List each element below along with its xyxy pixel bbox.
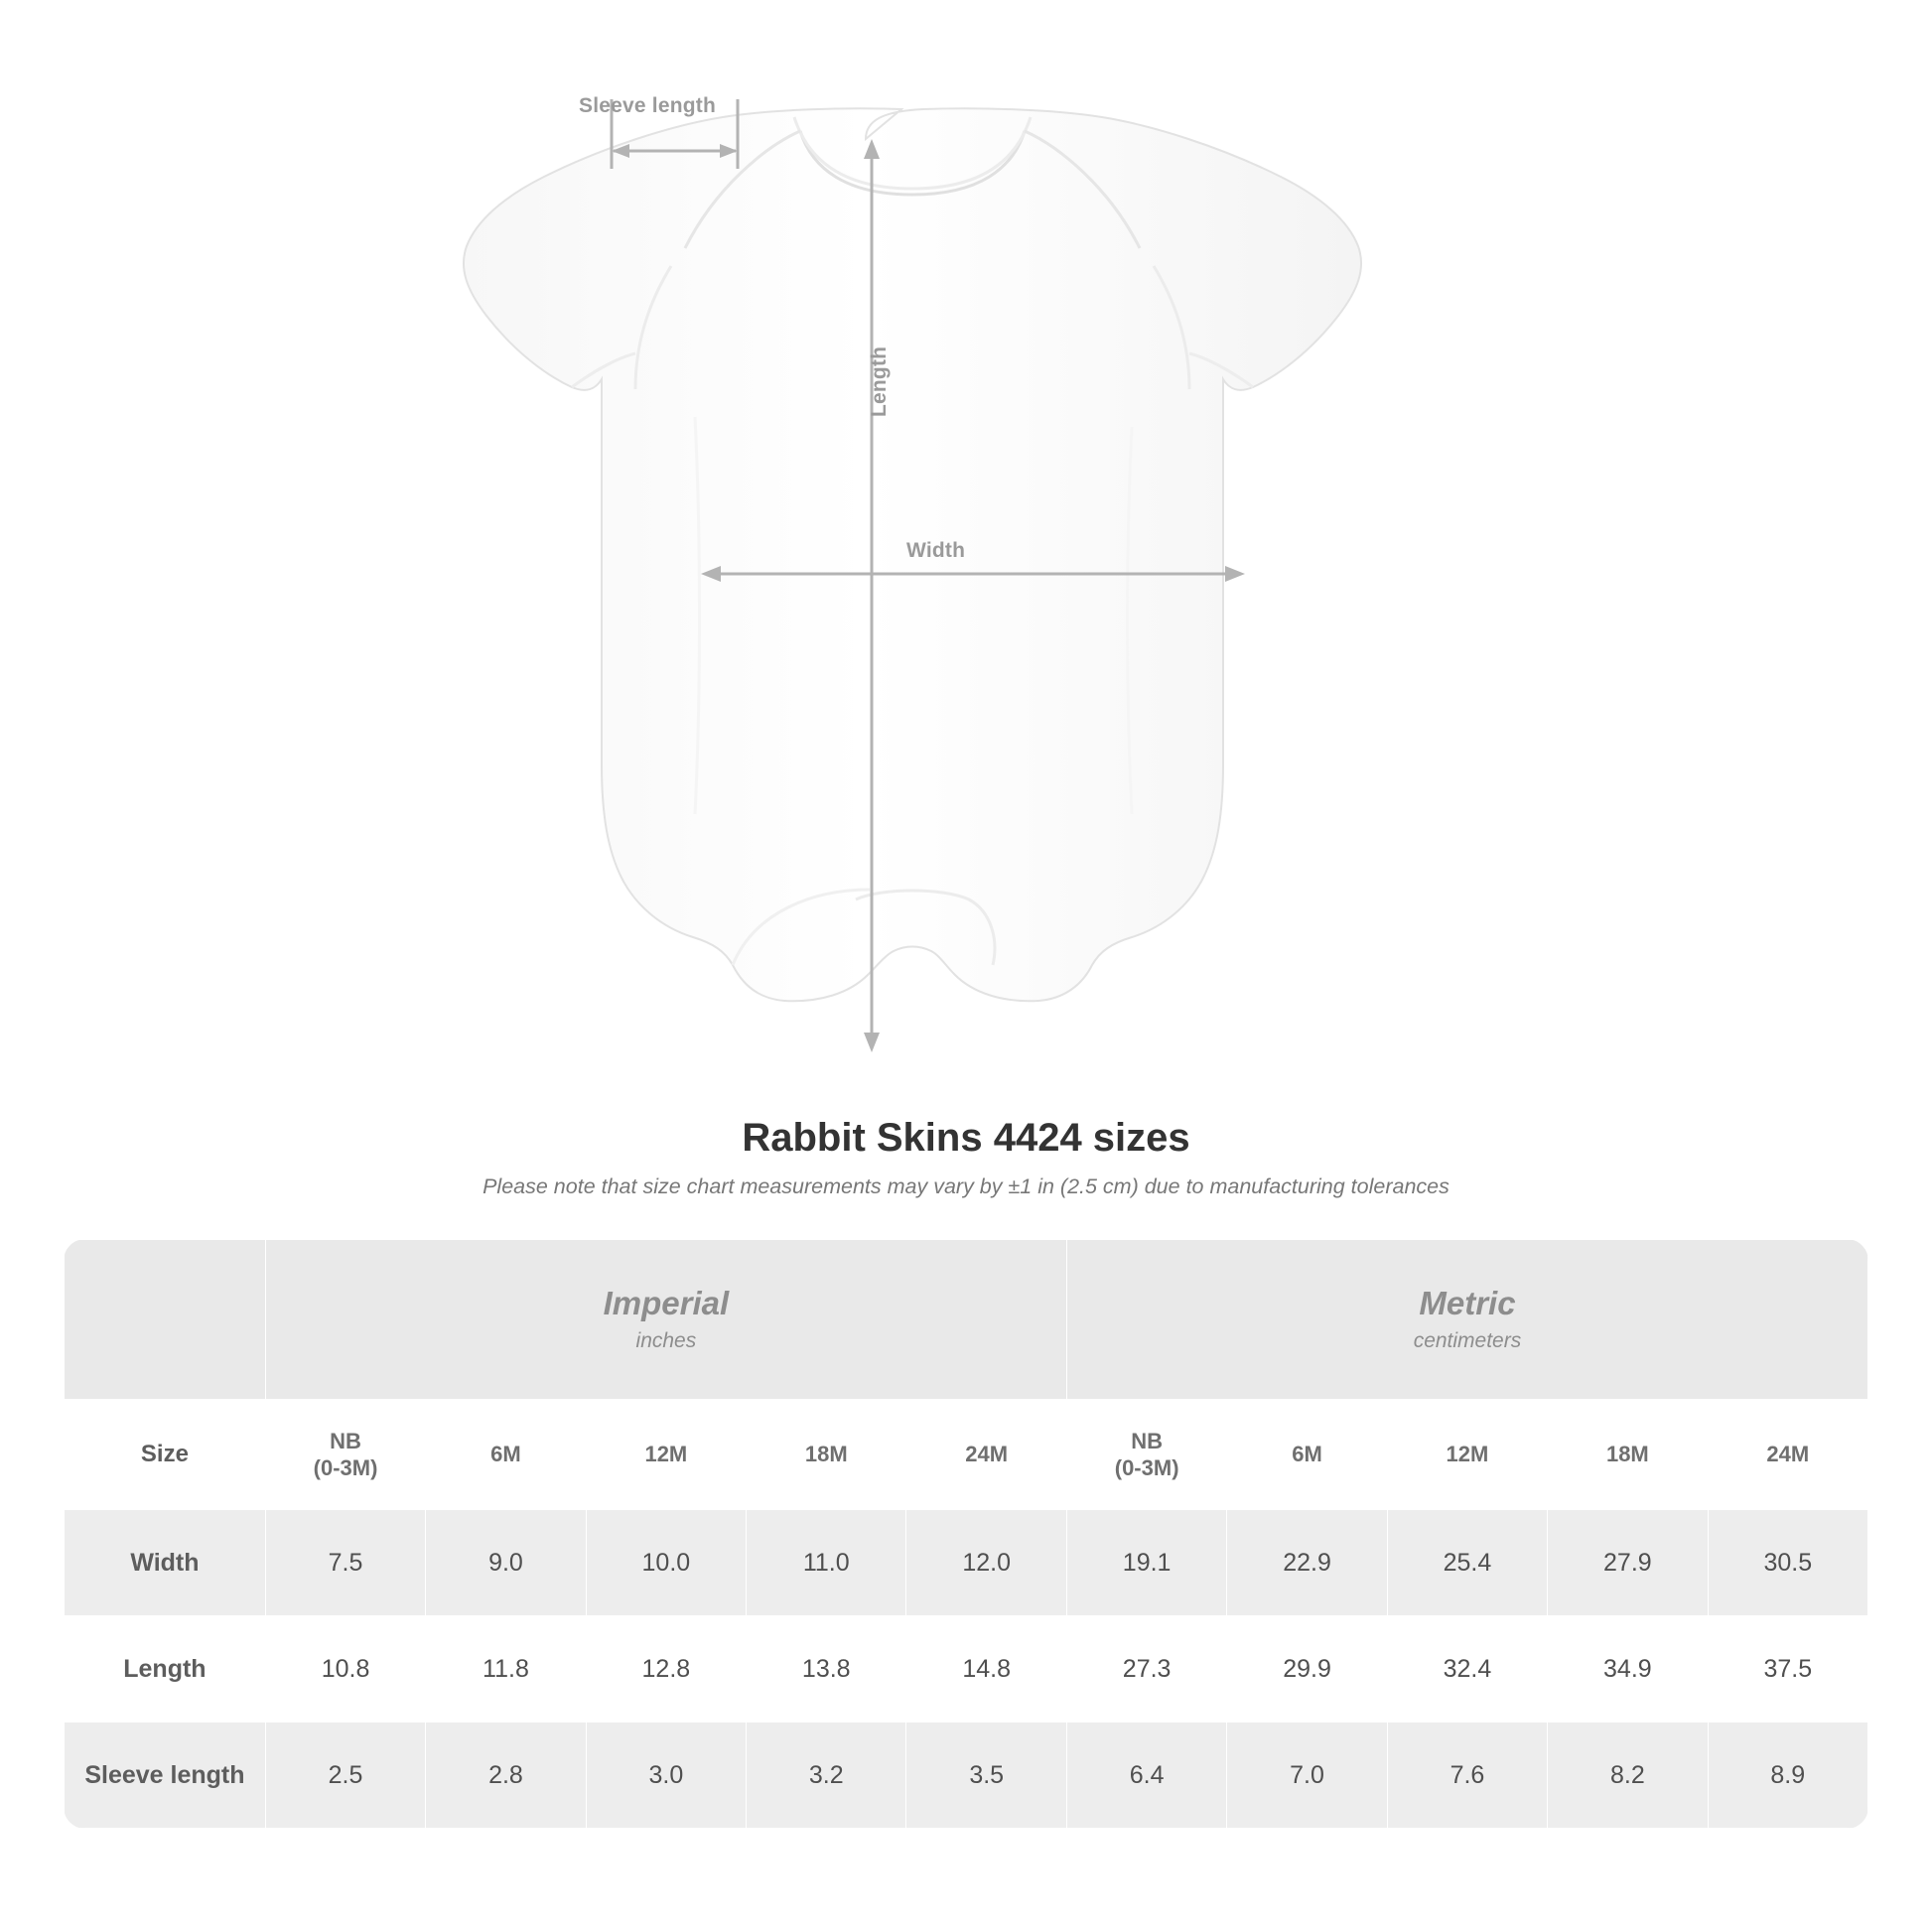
header-col-nb-imperial	[265, 1400, 425, 1510]
header-col-nb-imperial-line1: NB	[330, 1428, 361, 1453]
unit-group-metric-name: Metric	[1419, 1284, 1516, 1321]
cell-width-18m-in: 11.0	[747, 1510, 906, 1616]
size-table-wrapper	[64, 1239, 1868, 1829]
cell-length-24m-in: 14.8	[906, 1616, 1066, 1723]
cell-length-6m-in: 11.8	[426, 1616, 586, 1723]
tolerance-note: Please note that size chart measurements may vary by ±1 in (2.5 cm) due to manufacturing tolerances	[483, 1174, 1449, 1198]
size-table	[64, 1239, 1868, 1829]
cell-sleeve-nb-cm: 6.4	[1066, 1723, 1226, 1829]
row-label-sleeve-length: Sleeve length	[65, 1723, 266, 1829]
cell-width-18m-cm: 27.9	[1548, 1510, 1708, 1616]
header-col-12m-metric: 12M	[1387, 1400, 1547, 1510]
width-label: Width	[906, 539, 966, 562]
cell-sleeve-12m-cm: 7.6	[1387, 1723, 1547, 1829]
unit-corner-cell	[65, 1240, 266, 1400]
header-col-6m-imperial: 6M	[426, 1400, 586, 1510]
cell-sleeve-6m-cm: 7.0	[1227, 1723, 1387, 1829]
header-col-18m-metric: 18M	[1548, 1400, 1708, 1510]
header-col-24m-imperial: 24M	[906, 1400, 1066, 1510]
cell-length-nb-cm: 27.3	[1066, 1616, 1226, 1723]
unit-group-metric	[1066, 1240, 1867, 1400]
unit-group-imperial-name: Imperial	[603, 1284, 730, 1321]
table-row	[65, 1723, 1868, 1829]
page-title: Rabbit Skins 4424 sizes	[742, 1116, 1190, 1160]
header-col-nb-metric-line2: (0-3M)	[1114, 1455, 1179, 1480]
cell-length-18m-cm: 34.9	[1548, 1616, 1708, 1723]
table-row	[65, 1510, 1868, 1616]
row-label-length: Length	[65, 1616, 266, 1723]
cell-width-24m-in: 12.0	[906, 1510, 1066, 1616]
header-col-24m-metric: 24M	[1708, 1400, 1867, 1510]
cell-sleeve-24m-in: 3.5	[906, 1723, 1066, 1829]
sleeve-length-label: Sleeve length	[579, 94, 716, 117]
cell-sleeve-6m-in: 2.8	[426, 1723, 586, 1829]
title-block	[0, 1116, 1932, 1199]
cell-length-12m-cm: 32.4	[1387, 1616, 1547, 1723]
cell-width-12m-cm: 25.4	[1387, 1510, 1547, 1616]
header-col-18m-imperial: 18M	[747, 1400, 906, 1510]
unit-group-imperial-sub: inches	[635, 1329, 697, 1353]
cell-width-24m-cm: 30.5	[1708, 1510, 1867, 1616]
cell-length-12m-in: 12.8	[586, 1616, 746, 1723]
cell-length-6m-cm: 29.9	[1227, 1616, 1387, 1723]
unit-group-row	[65, 1240, 1868, 1400]
header-col-12m-imperial: 12M	[586, 1400, 746, 1510]
unit-group-imperial	[265, 1240, 1066, 1400]
header-size-label: Size	[65, 1400, 266, 1510]
size-header-row	[65, 1400, 1868, 1510]
header-col-nb-metric-line1: NB	[1131, 1428, 1164, 1453]
table-row	[65, 1616, 1868, 1723]
header-col-nb-imperial-line2: (0-3M)	[313, 1455, 378, 1480]
length-label: Length	[868, 345, 891, 417]
header-col-nb-metric	[1066, 1400, 1226, 1510]
cell-length-18m-in: 13.8	[747, 1616, 906, 1723]
cell-width-6m-cm: 22.9	[1227, 1510, 1387, 1616]
row-label-width: Width	[65, 1510, 266, 1616]
cell-sleeve-12m-in: 3.0	[586, 1723, 746, 1829]
cell-width-nb-in: 7.5	[265, 1510, 425, 1616]
cell-length-24m-cm: 37.5	[1708, 1616, 1867, 1723]
cell-width-12m-in: 10.0	[586, 1510, 746, 1616]
header-col-6m-metric: 6M	[1227, 1400, 1387, 1510]
cell-sleeve-18m-cm: 8.2	[1548, 1723, 1708, 1829]
cell-length-nb-in: 10.8	[265, 1616, 425, 1723]
cell-width-nb-cm: 19.1	[1066, 1510, 1226, 1616]
unit-group-metric-sub: centimeters	[1413, 1329, 1522, 1353]
cell-sleeve-18m-in: 3.2	[747, 1723, 906, 1829]
cell-sleeve-24m-cm: 8.9	[1708, 1723, 1867, 1829]
cell-sleeve-nb-in: 2.5	[265, 1723, 425, 1829]
cell-width-6m-in: 9.0	[426, 1510, 586, 1616]
